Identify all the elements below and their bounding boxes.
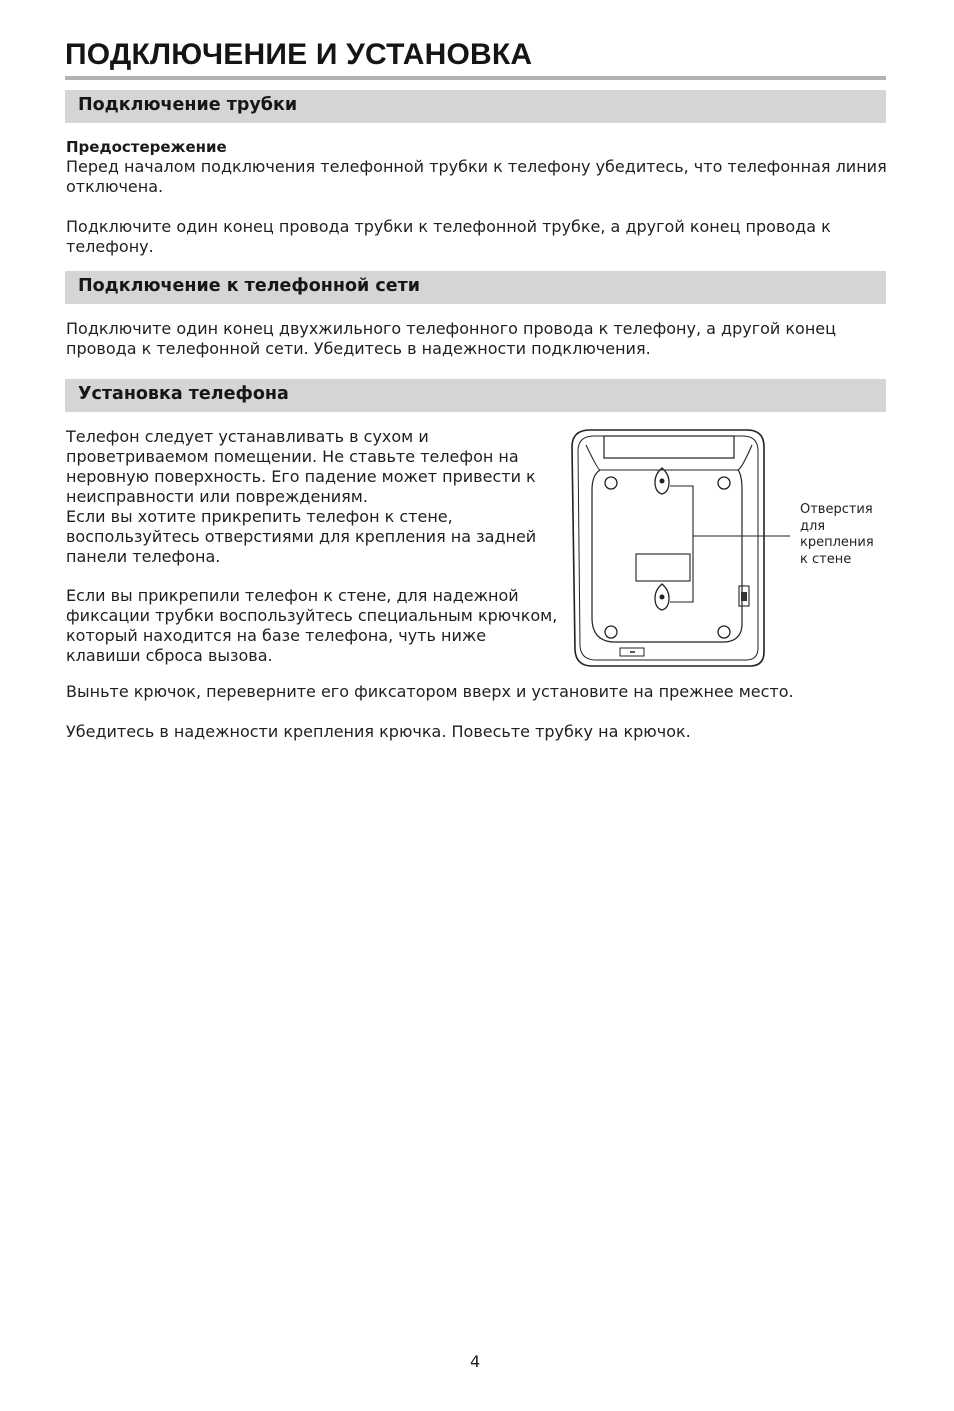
paragraph: Перед началом подключения телефонной трубки к телефону убедитесь, что телефонная линия отключена. xyxy=(66,157,887,196)
paragraph: Если вы прикрепили телефон к стене, для надежной фиксации трубки воспользуйтесь специальным крючком, который находится на базе телефона, чуть ниже клавиши сброса вызова. xyxy=(66,586,558,665)
paragraph: Подключите один конец двухжильного телефонного провода к телефону, а другой конец провода к телефонной сети. Убедитесь в надежности подключения. xyxy=(66,319,837,358)
phone-back-illustration xyxy=(0,0,954,700)
section-heading: Подключение трубки xyxy=(78,95,298,115)
page-number: 4 xyxy=(470,1352,481,1371)
paragraph: Подключите один конец провода трубки к телефонной трубке, а другой конец провода к телефону. xyxy=(66,217,831,256)
paragraph: Убедитесь в надежности крепления крючка. Повесьте трубку на крючок. xyxy=(66,722,691,741)
paragraph: Выньте крючок, переверните его фиксатором вверх и установите на прежнее место. xyxy=(66,682,794,701)
paragraph: Телефон следует устанавливать в сухом и проветриваемом помещении. Не ставьте телефон на неровную поверхность. Его падение может привести к неисправности или повреждениям. Если вы хотите прикрепить телефон к стене, воспользуйтесь отверстиями для крепления на задней панели телефона. xyxy=(66,427,537,566)
section-heading: Подключение к телефонной сети xyxy=(78,276,420,296)
caution-label: Предостережение xyxy=(66,138,227,156)
figure-callout-label: Отверстия для крепления к стене xyxy=(800,502,874,567)
page-title: ПОДКЛЮЧЕНИЕ И УСТАНОВКА xyxy=(65,38,533,71)
section-heading: Установка телефона xyxy=(78,384,289,404)
